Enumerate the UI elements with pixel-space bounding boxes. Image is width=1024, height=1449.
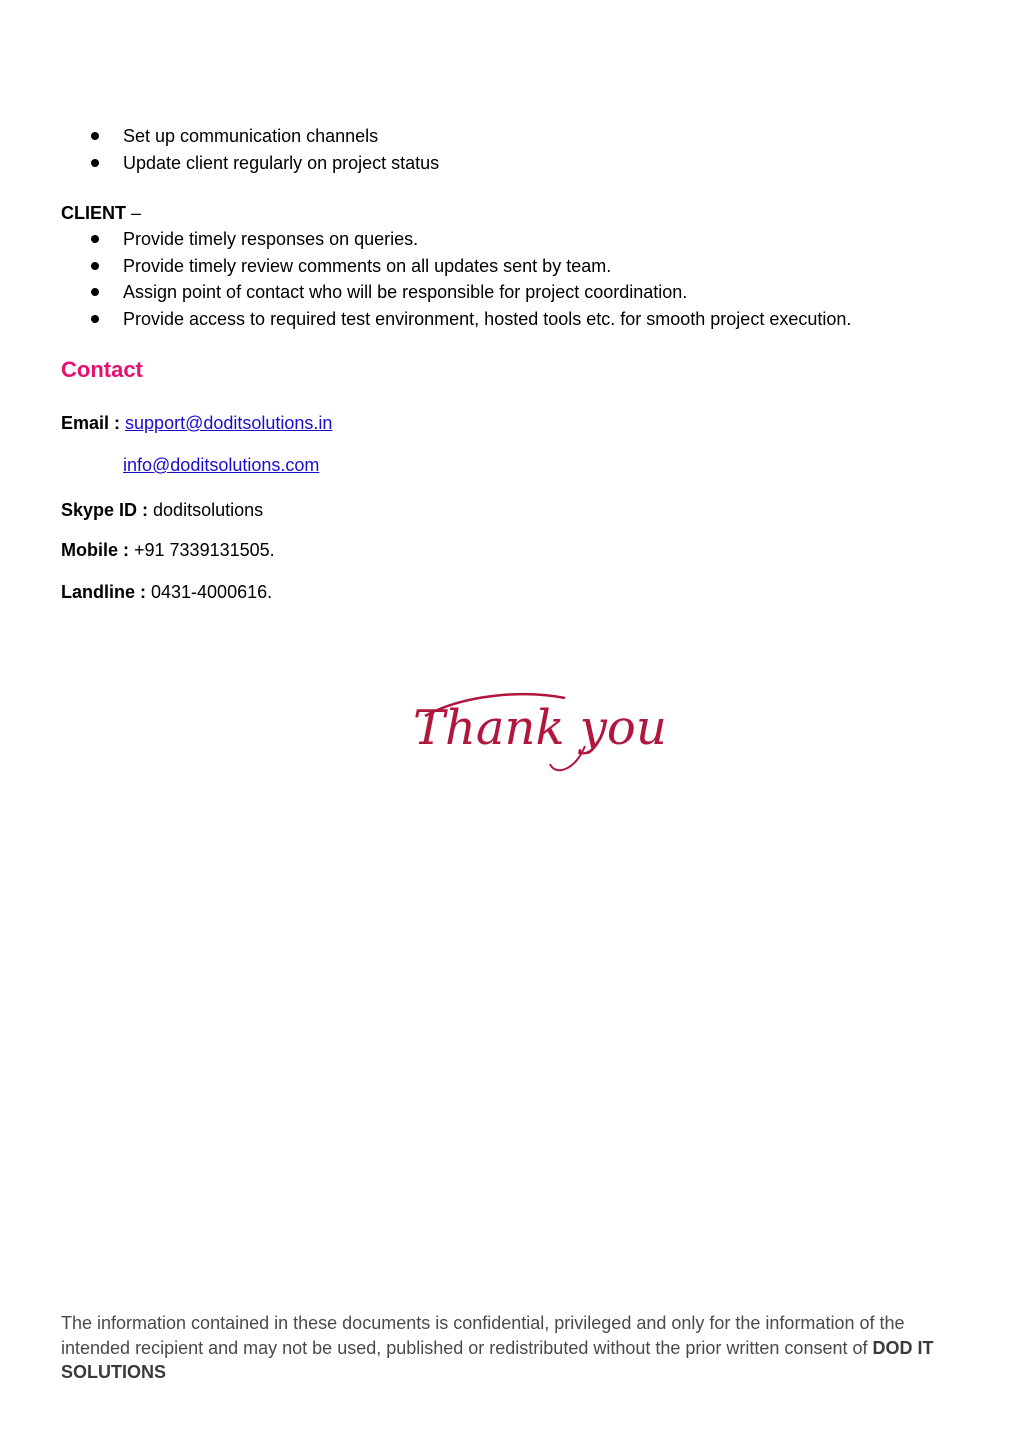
- confidentiality-footer: [61, 1311, 961, 1385]
- landline-row: [61, 579, 272, 605]
- skype-value: doditsolutions: [153, 500, 264, 520]
- bullet-icon: [91, 315, 99, 323]
- bullet-icon: [91, 159, 99, 167]
- skype-label: Skype ID :: [61, 500, 154, 520]
- list-item: [91, 150, 991, 177]
- bullet-icon: [91, 288, 99, 296]
- list-item: [91, 306, 991, 333]
- landline-label: Landline :: [61, 582, 151, 602]
- list-item-text: Provide timely review comments on all updates sent by team.: [123, 255, 612, 276]
- email-link-support[interactable]: support@doditsolutions.in: [125, 413, 333, 433]
- footer-company: DOD IT SOLUTIONS: [61, 1337, 934, 1382]
- list-item: [91, 253, 991, 280]
- client-label: CLIENT: [61, 203, 126, 223]
- mobile-value: +91 7339131505.: [134, 540, 275, 560]
- email-label: Email :: [61, 413, 126, 433]
- thank-you-text: Thank you: [413, 700, 667, 756]
- list-item-text: Provide access to required test environment, hosted tools etc. for smooth project execution.: [123, 308, 852, 329]
- footer-text: The information contained in these documents is confidential, privileged and only for the information of the intended recipient and may not be used, published or redistributed without the prior written consent of: [61, 1313, 905, 1358]
- responsibilities-list: [91, 123, 991, 176]
- list-item: [91, 123, 991, 150]
- list-item-text: Assign point of contact who will be responsible for project coordination.: [123, 282, 688, 302]
- mobile-row: [61, 537, 275, 563]
- client-responsibilities-list: [91, 226, 991, 332]
- list-item-text: Provide timely responses on queries.: [123, 229, 419, 249]
- bullet-icon: [91, 235, 99, 243]
- list-item: [91, 279, 991, 306]
- bullet-icon: [91, 132, 99, 140]
- skype-row: [61, 497, 263, 523]
- mobile-label: Mobile :: [61, 540, 134, 560]
- contact-heading: Contact: [61, 357, 143, 382]
- email-link-info[interactable]: info@doditsolutions.com: [123, 455, 320, 475]
- landline-value: 0431-4000616.: [151, 582, 273, 602]
- thank-you-signature: [405, 676, 675, 781]
- list-item: [91, 226, 991, 253]
- list-item-text: Update client regularly on project status: [123, 152, 440, 173]
- bullet-icon: [91, 262, 99, 270]
- email-row: [61, 410, 332, 436]
- client-heading: [61, 200, 141, 226]
- email-row-secondary: [123, 452, 319, 478]
- list-item-text: Set up communication channels: [123, 126, 379, 146]
- client-dash: –: [126, 203, 142, 223]
